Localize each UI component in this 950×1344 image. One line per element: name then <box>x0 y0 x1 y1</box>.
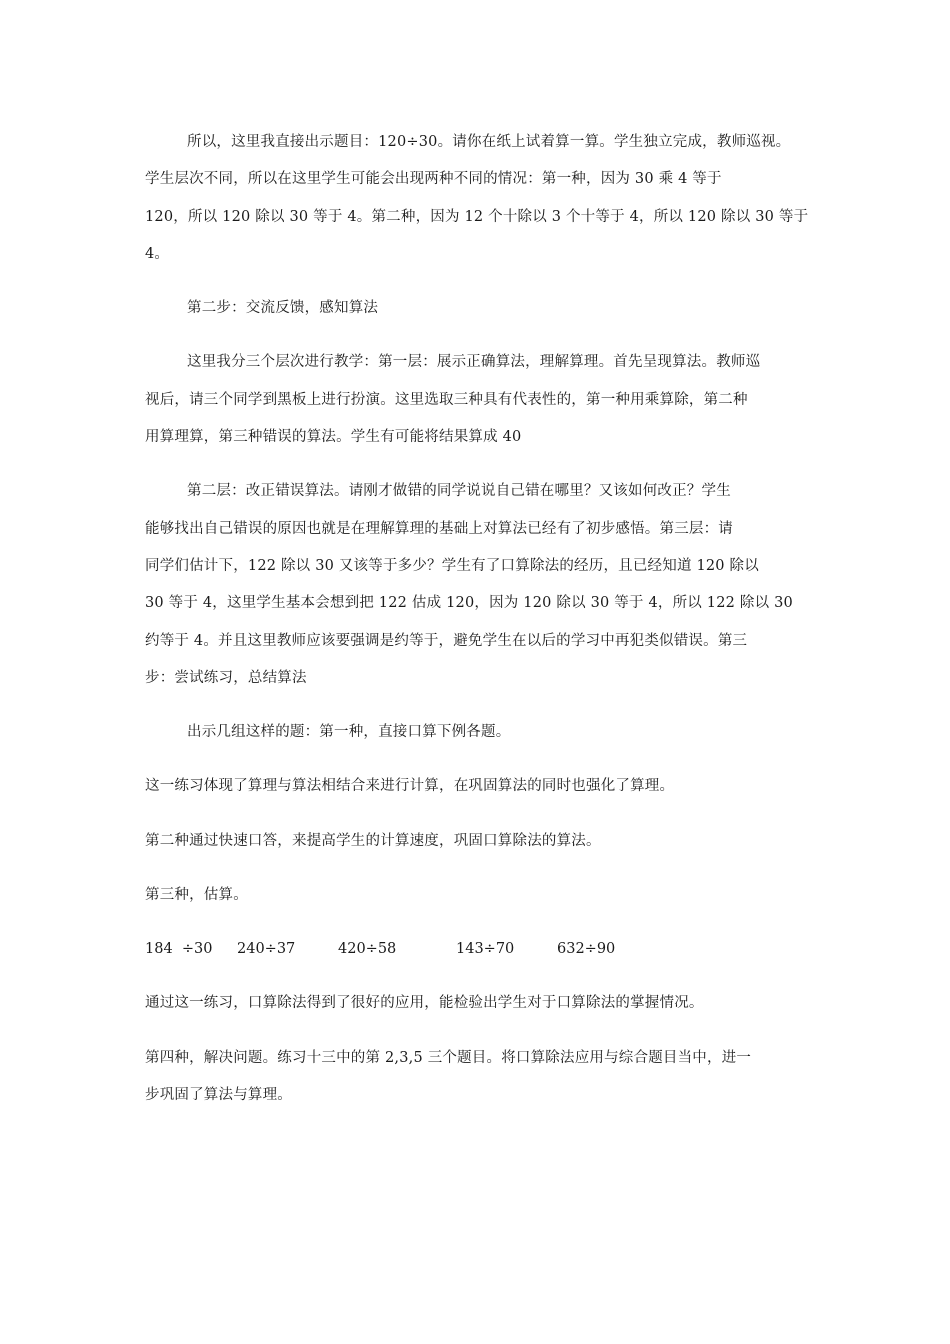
text-line: 用算理算，第三种错误的算法。学生有可能将结果算成 40 <box>145 429 522 446</box>
paragraph-exercise-two: 第二种通过快速口答，来提高学生的计算速度，巩固口算除法的算法。 <box>145 832 601 849</box>
text-line: 步：尝试练习，总结算法 <box>145 669 307 686</box>
text-line: 这里我分三个层次进行教学：第一层：展示正确算法，理解算理。首先呈现算法。教师巡 <box>187 354 761 371</box>
paragraph-correct-errors <box>145 473 825 697</box>
paragraph-exercise-reflection: 这一练习体现了算理与算法相结合来进行计算，在巩固算法的同时也强化了算理。 <box>145 778 675 795</box>
estimation-problem: 184 ÷30 <box>145 941 213 958</box>
paragraph-exercise-four <box>145 1040 825 1115</box>
paragraph-exercise-three: 第三种，估算。 <box>145 887 248 904</box>
text-line: 约等于 4。并且这里教师应该要强调是约等于，避免学生在以后的学习中再犯类似错误。第三 <box>145 632 748 649</box>
paragraph-exercise-one: 出示几组这样的题：第一种，直接口算下例各题。 <box>187 724 511 741</box>
text-line: 步巩固了算法与算理。 <box>145 1086 292 1103</box>
paragraph-exercise-evaluation: 通过这一练习，口算除法得到了很好的应用，能检验出学生对于口算除法的掌握情况。 <box>145 995 704 1012</box>
text-line: 能够找出自己错误的原因也就是在理解算理的基础上对算法已经有了初步感悟。第三层：请 <box>145 520 733 537</box>
text-line: 所以，这里我直接出示题目：120÷30。请你在纸上试着算一算。学生独立完成，教师巡视。 <box>187 134 791 150</box>
estimation-problem: 240÷37 <box>237 941 296 958</box>
text-line: 4。 <box>145 245 170 262</box>
paragraph-step-two-heading: 第二步：交流反馈，感知算法 <box>187 300 379 317</box>
estimation-problem: 143÷70 <box>456 941 515 958</box>
text-line: 同学们估计下，122 除以 30 又该等于多少？学生有了口算除法的经历，且已经知道 120 除以 <box>145 557 759 574</box>
text-line: 第四种，解决问题。练习十三中的第 2,3,5 三个题目。将口算除法应用与综合题目当中，进一 <box>145 1049 752 1066</box>
paragraph-teaching-levels <box>145 344 825 456</box>
text-line: 学生层次不同，所以在这里学生可能会出现两种不同的情况：第一种，因为 30 乘 4 等于 <box>145 171 722 188</box>
text-line: 120，所以 120 除以 30 等于 4。第二种，因为 12 个十除以 3 个十等于 4，所以 120 除以 30 等于 <box>145 208 809 225</box>
estimation-problems <box>145 931 825 968</box>
text-line: 30 等于 4，这里学生基本会想到把 122 估成 120，因为 120 除以 30 等于 4，所以 122 除以 30 <box>145 595 793 612</box>
document-body <box>145 124 825 1131</box>
paragraph-problem-intro <box>145 124 825 273</box>
text-line: 视后，请三个同学到黑板上进行扮演。这里选取三种具有代表性的，第一种用乘算除，第二种 <box>145 391 748 408</box>
estimation-problem: 632÷90 <box>557 941 616 958</box>
text-line: 第二层：改正错误算法。请刚才做错的同学说说自己错在哪里？又该如何改正？学生 <box>187 483 731 500</box>
estimation-problem: 420÷58 <box>338 941 397 958</box>
